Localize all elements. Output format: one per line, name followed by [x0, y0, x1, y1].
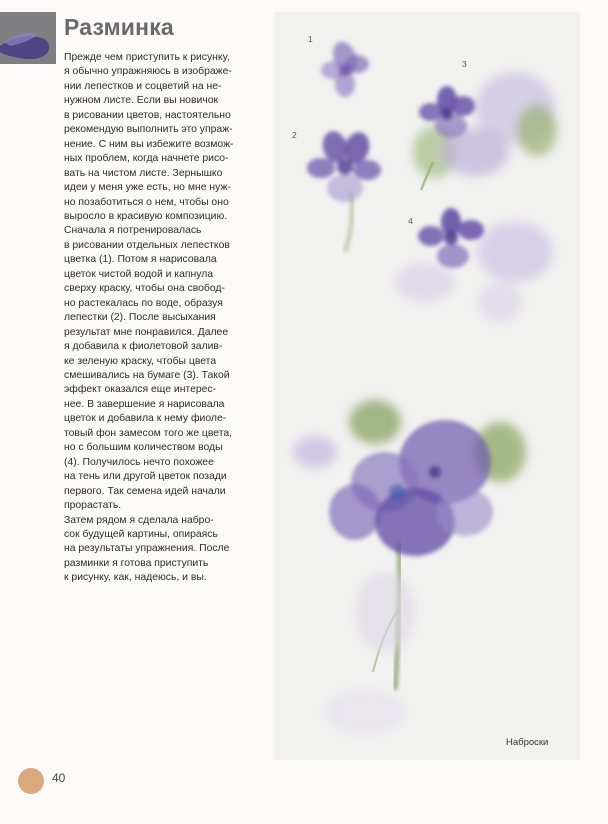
violet-paint-stroke-icon	[0, 12, 56, 64]
header-color-swatch	[0, 12, 56, 64]
sketch-label-1: 1	[308, 34, 313, 44]
paragraph-intro: Прежде чем приступить к рисунку, я обычно упражняюсь в изображе- нии лепестков и соцветий на не- нужном листе. Если вы новичок в рисовании цветов, настоятельно рекомендую выполнить это упраж- нение. С ним вы избежите возмож- ных проблем, когда начнете рисо- вать на чистом листе. Зернышко идеи у меня уже есть, но мне нуж- но позаботиться о нем, чтобы оно выросло в красивую композицию.	[64, 52, 234, 222]
sketch-label-4: 4	[408, 216, 413, 226]
illustration-caption: Наброски	[506, 737, 549, 748]
body-text	[64, 51, 260, 586]
flower-sketch-1	[321, 38, 369, 97]
page-number-badge-icon	[18, 768, 44, 794]
flower-sketch-4	[395, 208, 553, 322]
paragraph-sketch: Затем рядом я сделала набро- сок будущей картины, опираясь на результаты упражнения. После разминки я готова приступить к рисунку, как, надеюсь, и вы.	[64, 514, 230, 584]
sketch-label-3: 3	[462, 59, 467, 69]
flower-sketch-2	[307, 128, 381, 252]
sketch-label-2: 2	[292, 130, 297, 140]
page-number: 40	[52, 771, 66, 785]
flower-sketch-3	[413, 72, 557, 190]
watercolor-sketches	[275, 12, 580, 760]
paragraph-exercises: Сначала я потренировалась в рисовании отдельных лепестков цветка (1). Потом я нарисовала цветок чистой водой и капнула сверху краску, чтобы она свобод- но растекалась по воде, образуя лепестки (2). После высыхания результат мне понравился. Далее я добавила к фиолетовой залив- ке зеленую краску, чтобы цвета смешивались на бумаге (3). Такой эффект оказался еще интерес- нее. В завершение я нарисовала цветок и добавила к нему фиоле- товый фон замесом того же цвета, но с большим количеством воды (4). Получилось нечто похожее на тень или другой цветок позади первого. Так семена идей начали прорастать.	[64, 225, 232, 512]
page-title: Разминка	[64, 14, 174, 40]
bouquet-sketch	[293, 400, 526, 734]
watercolor-sketch-panel	[275, 12, 580, 760]
